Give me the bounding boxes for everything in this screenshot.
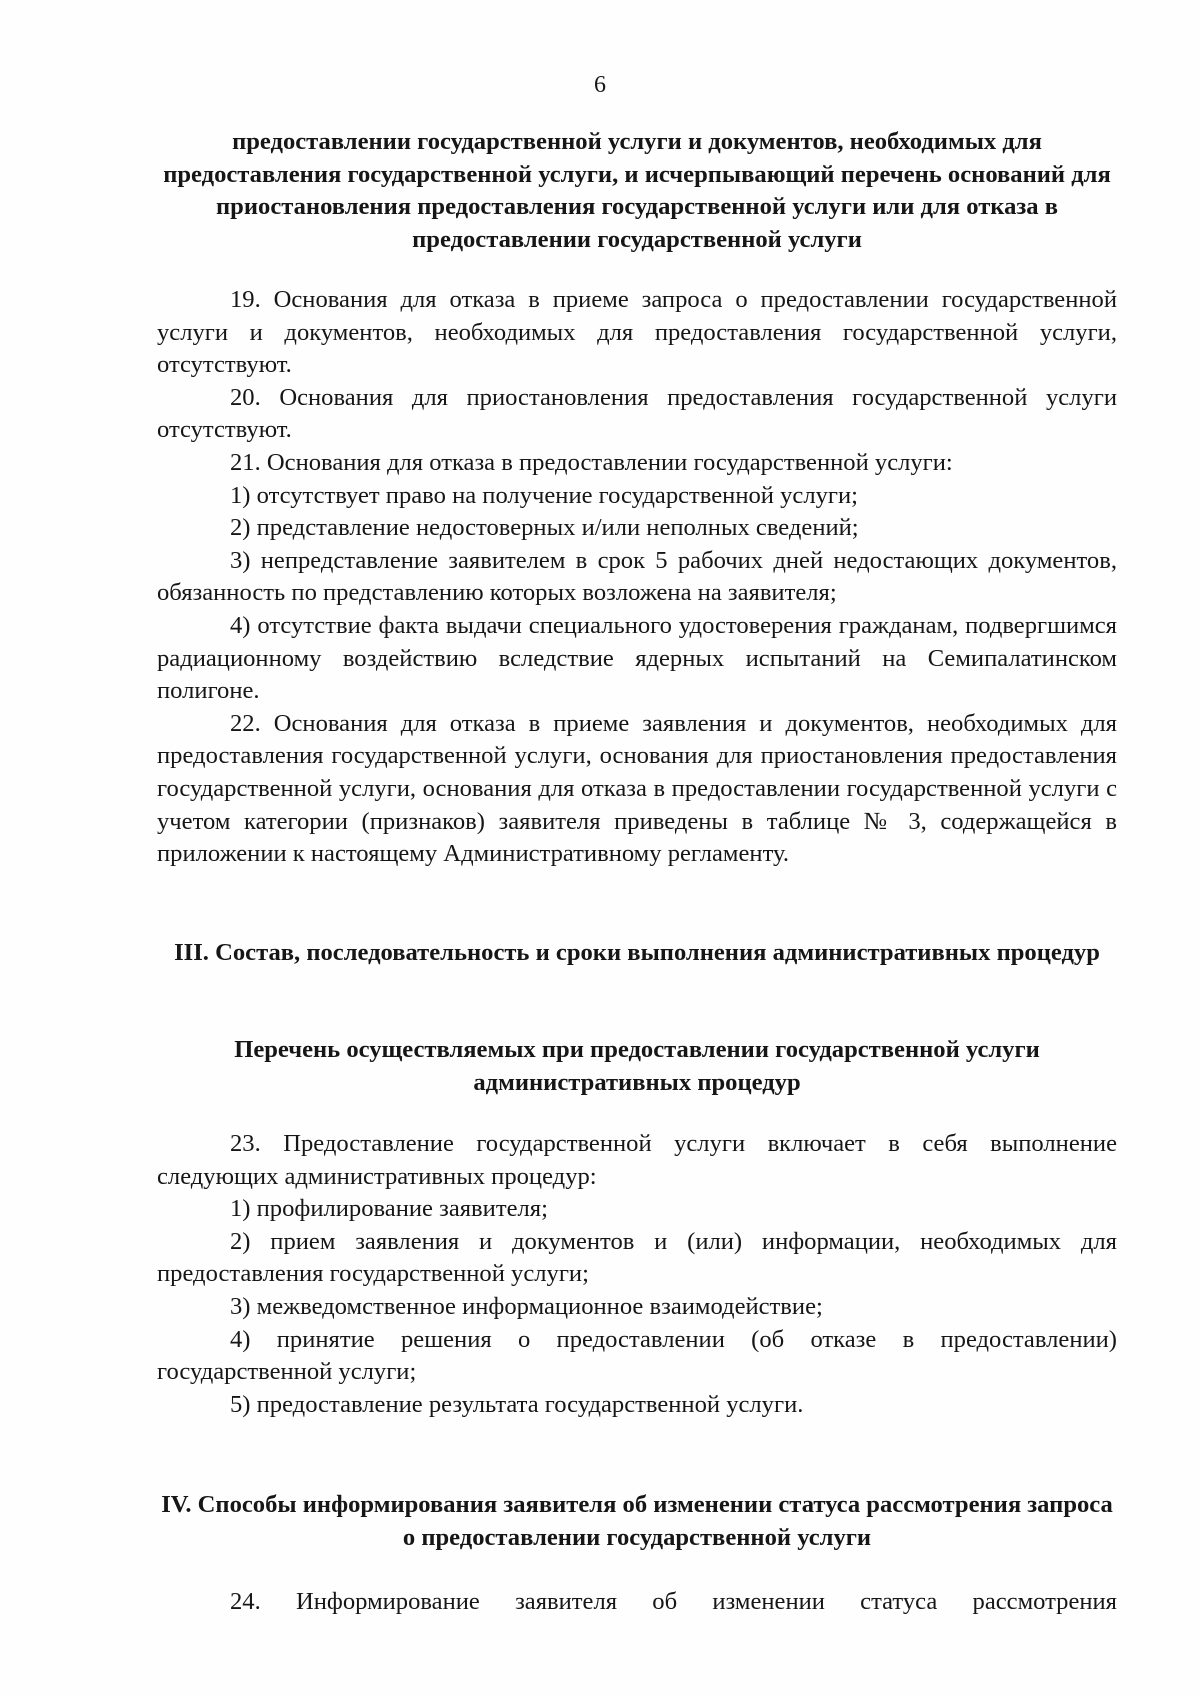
paragraph-22: 22. Основания для отказа в приеме заявления и документов, необходимых для предоставления государственной услуги, основания для приостановления предоставления государственной услуги, основания для отказа в предоставлении государственной услуги с учетом категории (признаков) заявителя приведены в таблице № 3, содержащейся в приложении к настоящему Административному регламенту. [157, 709, 1117, 868]
paragraph-24: 24. Информирование заявителя об изменении статуса рассмотрения [230, 1588, 1117, 1615]
subsection-heading-block [157, 1034, 1117, 1099]
paragraph-23: 23. Предоставление государственной услуги включает в себя выполнение следующих административных процедур: [157, 1130, 1117, 1190]
section-3-heading: III. Состав, последовательность и сроки выполнения административных процедур [174, 939, 1100, 966]
paragraph-19: 19. Основания для отказа в приеме запроса о предоставлении государственной услуги и документов, необходимых для предоставления государственной услуги, отсутствуют. [157, 286, 1117, 379]
subsection-heading: Перечень осуществляемых при предоставлении государственной услуги административных процедур [234, 1036, 1040, 1096]
list-item-23-4: 4) принятие решения о предоставлении (об отказе в предоставлении) государственной услуги; [157, 1325, 1117, 1386]
list-item-23-2: 2) прием заявления и документов и (или) информации, необходимых для предоставления государственной услуги; [157, 1227, 1117, 1288]
list-item-23-5: 5) предоставление результата государственной услуги. [230, 1390, 804, 1418]
section-4-heading: IV. Способы информирования заявителя об изменении статуса рассмотрения запроса о предоставлении государственной услуги [161, 1491, 1113, 1551]
section-heading-continued: предоставлении государственной услуги и документов, необходимых для предоставления государственной услуги, и исчерпывающий перечень оснований для приостановления предоставления государственной услуги или для отказа в предоставлении государственной услуги [163, 128, 1111, 253]
paragraph-block-19-22 [157, 284, 1117, 871]
continued-section-heading-block [157, 126, 1117, 256]
paragraph-block-23 [157, 1128, 1117, 1421]
list-item-21-3: 3) непредставление заявителем в срок 5 рабочих дней недостающих документов, обязанность по представлению которых возложена на заявителя; [157, 546, 1117, 607]
paragraph-21: 21. Основания для отказа в предоставлении государственной услуги: [230, 448, 953, 476]
list-item-21-4: 4) отсутствие факта выдачи специального удостоверения гражданам, подвергшимся радиационному воздействию вследствие ядерных испытаний на Семипалатинском полигоне. [157, 611, 1117, 705]
page-number: 6 [594, 72, 606, 98]
list-item-21-2: 2) представление недостоверных и/или неполных сведений; [230, 514, 859, 542]
section-3-heading-block [157, 937, 1117, 970]
list-item-23-1: 1) профилирование заявителя; [230, 1195, 548, 1223]
section-4-heading-block [157, 1489, 1117, 1554]
paragraph-block-24 [157, 1586, 1117, 1619]
list-item-23-3: 3) межведомственное информационное взаимодействие; [230, 1292, 823, 1320]
paragraph-20: 20. Основания для приостановления предоставления государственной услуги отсутствуют. [157, 383, 1117, 444]
list-item-21-1: 1) отсутствует право на получение государственной услуги; [230, 481, 858, 509]
